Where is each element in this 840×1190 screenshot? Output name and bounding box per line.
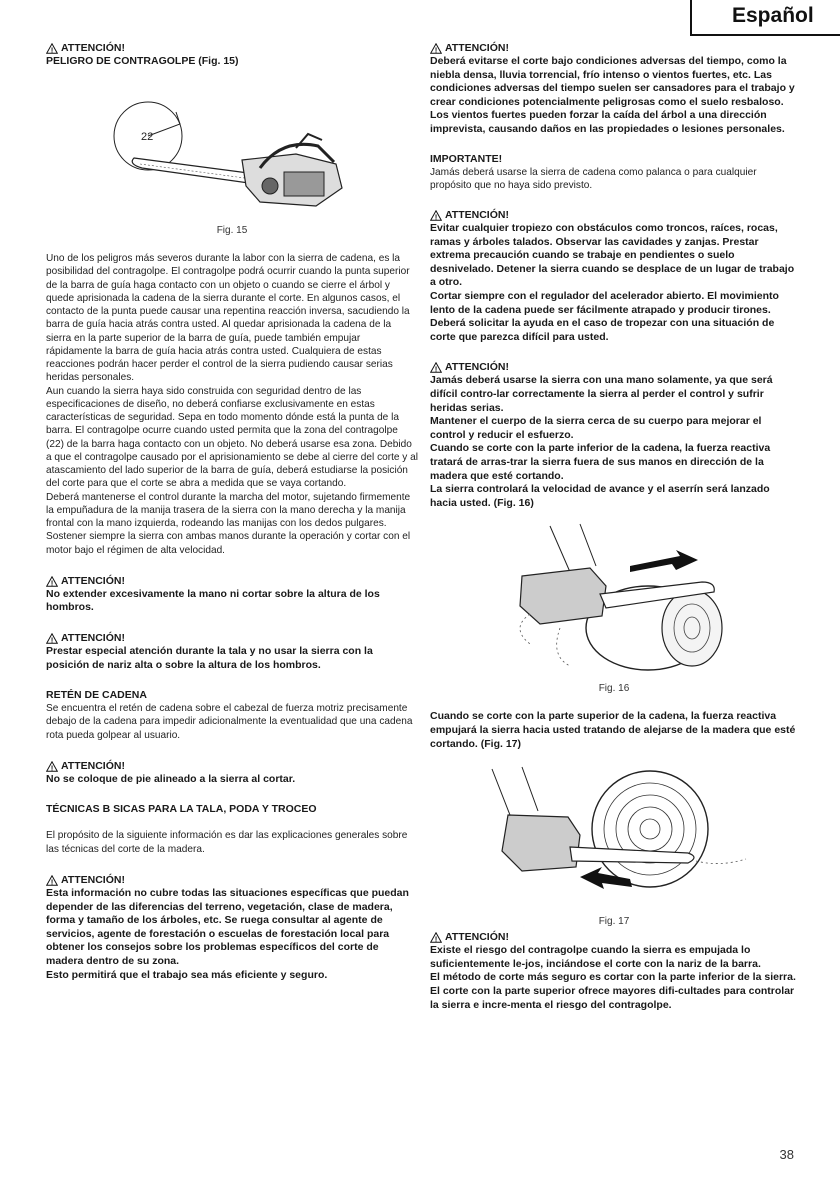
svg-text:!: ! — [50, 879, 54, 886]
figure-17 — [430, 755, 798, 927]
warning-icon — [46, 761, 58, 772]
design-paragraph: Aun cuando la sierra haya sido construida con seguridad dentro de las especificaciones de diseño, no deberá confiarse exclusivamente en estas características de seguridad. Sepa en todo momento dónde está la punta de la barra. El contragolpe ocurre cuando usted permita que la zona del contragolpe (22) de la barra haga contacto con un objeto. No deberá usarse esa zona. Debido a que el contragolpe causado por el aprisionamiento se debe al cierre del corte y al atascamiento del lado superior de la barra de guía, deberá estudiarse la posición del corte para que el corte se abra a medida que se vaya cortando. — [46, 385, 419, 490]
right-column — [430, 42, 798, 1012]
chain-catcher-section — [46, 689, 418, 742]
zone-label: 22 — [141, 131, 154, 143]
warning-icon — [46, 875, 58, 886]
section-heading: TÉCNICAS B SICAS PARA LA TALA, PODA Y TROCEO — [46, 803, 317, 816]
warning-icon — [430, 932, 442, 943]
warning-text: No se coloque de pie alineado a la sierra al cortar. — [46, 772, 296, 785]
warning-felling-nose — [46, 632, 418, 672]
warning-title: ATTENCIÓN! — [61, 759, 125, 772]
top-cut-paragraph: Cuando se corte con la parte superior de la cadena, la fuerza reactiva empujará la sierra hacia usted tratando de alejarse de la madera que esté cortando. (Fig. 17) — [430, 710, 796, 750]
section-heading: RETÉN DE CADENA — [46, 689, 147, 702]
figure-15 — [46, 68, 418, 238]
warning-icon — [430, 210, 442, 221]
important-section — [430, 153, 798, 193]
warning-text: Esto permitirá que el trabajo sea más eficiente y seguro. — [46, 968, 328, 981]
language-tab — [690, 0, 840, 36]
svg-text:!: ! — [434, 366, 438, 374]
section-heading: IMPORTANTE! — [430, 152, 503, 165]
warning-obstacles — [430, 209, 798, 344]
figure-caption: Fig. 15 — [216, 225, 248, 236]
svg-text:!: ! — [50, 580, 54, 587]
warning-title: ATTENCIÓN! — [61, 873, 125, 886]
warning-title: ATTENCIÓN! — [445, 361, 509, 374]
warning-text: No extender excesivamente la mano ni cortar sobre la altura de los hombros. — [46, 587, 380, 614]
svg-text:!: ! — [50, 765, 54, 772]
warning-icon — [430, 362, 442, 373]
warning-one-hand — [430, 361, 798, 510]
chainsaw-kickback-illustration — [46, 68, 418, 220]
section-text: El propósito de la siguiente información es dar las explicaciones generales sobre las técnicas del corte de la madera. — [46, 830, 408, 855]
warning-text: Cortar siempre con el regulador del acelerador abierto. El movimiento lento de la cadena puede ser fácilmente atrapado y producir tirones. — [430, 290, 779, 316]
techniques-section — [46, 803, 418, 856]
top-cut-illustration — [430, 755, 798, 911]
warning-text: Los vientos fuertes pueden forzar la caída del árbol a una dirección imprevista, causando daños en las propiedades o lesiones personales. — [430, 109, 785, 135]
language-label: Español — [732, 4, 814, 27]
warning-text: Prestar especial atención durante la tala y no usar la sierra con la posición de nariz alta o sobre la altura de los hombros. — [46, 644, 373, 671]
control-paragraph: Deberá mantenerse el control durante la marcha del motor, sujetando firmemente la empuñadura de la manija trasera de la sierra con la mano derecha y la manija frontal con la mano izquierda, rodeando las manijas con los dedos pulgares. Sostener siempre la sierra con ambas manos durante la operación y cortar con el motor bajo el régimen de alta velocidad. — [46, 491, 411, 556]
svg-text:!: ! — [434, 214, 438, 222]
page-number: 38 — [779, 1147, 794, 1162]
warning-overreach — [46, 575, 418, 615]
warning-text: Jamás deberá usarse la sierra con una mano solamente, ya que será difícil contro-lar correctamente la sierra al perder el control y sufrir heridas serias. — [430, 374, 773, 414]
warning-nose-cut — [430, 931, 798, 1012]
figure-caption: Fig. 16 — [598, 683, 630, 695]
kickback-paragraph: Uno de los peligros más severos durante la labor con la sierra de cadena, es la posibilidad del contragolpe. El contragolpe podrá ocurrir cuando la punta superior de la barra de guía haga contacto con un objeto o cuando se cierre el árbol y quede aprisionada la cadena de la sierra durante el corte. En algunos casos, el contacto de la punta puede causar una repentina reacción inversa, sacudiendo la barra de guía hacia atrás contra usted. Al quedar aprisionada la cadena de la sierra en la parte superior de la barra de guía, puede también empujar rápidamente la barra de guía hacia atrás contra usted. Cualquiera de estas reacciones podrán hacer perder el control de la sierra pudiendo causar serias heridas personales. — [46, 253, 410, 384]
kickback-heading: PELIGRO DE CONTRAGOLPE (Fig. 15) — [46, 55, 239, 67]
warning-icon — [46, 43, 58, 54]
warning-text: Cuando se corte con la parte inferior de la cadena, la fuerza reactiva tratará de arras-trar la sierra fuera de sus manos en dirección de la madera que esté cortando. — [430, 442, 771, 482]
section-text: Jamás deberá usarse la sierra de cadena como palanca o para cualquier propósito que no haya sido previsto. — [430, 166, 757, 191]
svg-text:!: ! — [434, 936, 438, 944]
warning-text: Esta información no cubre todas las situaciones específicas que puedan depender de las diferencias del terreno, vegetación, clase de madera, forma y tamaño de los árboles, etc. Se ruega consultar al agente de servicios, agente de forestación o escuelas de forestación local para obtener los consejos sobre los problemas específicos del corte de madera dentro de su zona. — [46, 886, 409, 967]
warning-icon — [46, 633, 58, 644]
figure-16 — [430, 516, 798, 696]
warning-title: ATTENCIÓN! — [445, 209, 509, 222]
warning-weather — [430, 42, 798, 137]
svg-text:!: ! — [434, 47, 438, 54]
warning-local-advice — [46, 874, 418, 982]
svg-text:!: ! — [50, 47, 54, 54]
svg-text:!: ! — [50, 637, 54, 644]
warning-text: El método de corte más seguro es cortar con la parte inferior de la sierra. El corte con la parte superior ofrece mayores difi-cultades para controlar la sierra e incre-menta el riesgo del contragolpe. — [430, 971, 796, 1011]
bottom-cut-illustration — [430, 516, 798, 678]
warning-icon — [46, 576, 58, 587]
warning-stance — [46, 760, 418, 787]
warning-title: ATTENCIÓN! — [61, 631, 125, 644]
warning-text: Evitar cualquier tropiezo con obstáculos como troncos, raíces, rocas, ramas y árboles talados. Observar las cavidades y zanjas. Prestar extrema precaución cuando se trabaje en pendientes o suelo desnivelado. Detener la sierra cuando se desplace de un lugar de trabajo a otro. — [430, 222, 795, 289]
warning-text: Mantener el cuerpo de la sierra cerca de su cuerpo para mejorar el control y reducir el esfuerzo. — [430, 415, 762, 441]
warning-text: La sierra controlará la velocidad de avance y el aserrín será lanzado hacia usted. (Fig. 16) — [430, 483, 770, 509]
warning-text: Deberá evitarse el corte bajo condiciones adversas del tiempo, como la niebla densa, lluvia torrencial, frío intenso o vientos fuertes, etc. Las condiciones adversas del tiempo suelen ser cansadores para el trabajo y crear condiciones potencialmente peligrosas como el suelo resbaloso. — [430, 55, 795, 108]
warning-kickback — [46, 42, 418, 68]
section-text: Se encuentra el retén de cadena sobre el cabezal de fuerza motriz precisamente debajo de la cadena para impedir adicionalmente la eventualidad que una cadena rota pueda golpear al usuario. — [46, 703, 413, 741]
figure-caption: Fig. 17 — [598, 916, 630, 928]
warning-text: Existe el riesgo del contragolpe cuando la sierra es empujada lo suficientemente le-jos, inciándose el corte con la nariz de la barra. — [430, 944, 761, 970]
warning-title: ATTENCIÓN! — [445, 42, 509, 54]
left-column — [46, 42, 418, 982]
warning-title: ATTENCIÓN! — [61, 42, 125, 54]
warning-title: ATTENCIÓN! — [445, 931, 509, 944]
warning-text: Deberá solicitar la ayuda en el caso de tropezar con una situación de corte que parezca difícil para usted. — [430, 317, 775, 343]
warning-icon — [430, 43, 442, 54]
warning-title: ATTENCIÓN! — [61, 574, 125, 587]
